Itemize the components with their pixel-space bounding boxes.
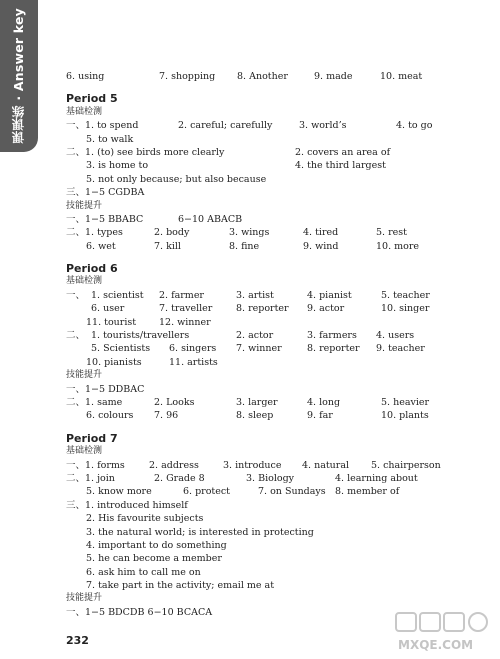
answer-item: 11. artists <box>169 356 218 368</box>
answer-item: 5. know more <box>86 486 152 498</box>
answer-row <box>66 146 486 159</box>
answer-row <box>66 213 486 226</box>
side-tab-label: 课课练 · Answer key <box>11 8 26 144</box>
answer-item: 3. is home to <box>86 160 149 172</box>
answer-item: 6. colours <box>86 410 134 422</box>
answer-item: 3. farmers <box>307 330 357 342</box>
answer-item: 4. the third largest <box>295 160 386 172</box>
answer-row <box>66 240 486 253</box>
answer-item: 9. far <box>307 410 333 422</box>
answer-item: 4. to go <box>396 120 433 132</box>
answer-item: 5. heavier <box>381 396 430 408</box>
answer-item: 二、1. types <box>66 227 123 239</box>
answer-item: 1. tourists/travellers <box>91 330 190 342</box>
answer-item: 9. teacher <box>376 343 425 355</box>
answer-row <box>66 566 486 579</box>
answer-item: 7. winner <box>236 343 282 355</box>
answer-row <box>66 356 486 369</box>
answer-row <box>66 133 486 146</box>
answer-row <box>66 329 486 342</box>
answer-row <box>66 472 486 485</box>
period-heading: Period 5 <box>66 92 118 106</box>
answer-item: 3. the natural world; is interested in protecting <box>86 526 314 538</box>
answer-item: 10. meat <box>380 71 423 82</box>
answer-item: 8. Another <box>237 71 288 82</box>
answer-item: 2. careful; carefully <box>178 120 273 132</box>
answer-item: 12. winner <box>159 316 211 328</box>
answer-item: 3. artist <box>236 289 274 301</box>
answer-item: 2. Grade 8 <box>154 472 205 484</box>
answer-item: 7. traveller <box>159 303 213 315</box>
answer-item: 5. chairperson <box>371 459 441 471</box>
answer-item: 一、1. to spend <box>66 120 139 132</box>
answer-row <box>66 396 486 409</box>
answer-item: 1. scientist <box>91 289 144 301</box>
answer-item: 二、1. (to) see birds more clearly <box>66 146 225 158</box>
answer-row <box>66 119 486 132</box>
answer-item: 5. Scientists <box>91 343 151 355</box>
answer-item: 11. tourist <box>86 316 137 328</box>
answer-item: 10. pianists <box>86 356 142 368</box>
answer-item: 5. rest <box>376 227 407 239</box>
answer-item: 7. 96 <box>154 410 179 422</box>
answer-item: 6. singers <box>169 343 217 355</box>
section-label: 基础检测 <box>66 446 103 457</box>
answer-item: 一、1−5 BBABC <box>66 213 144 225</box>
answer-item: 2. body <box>154 227 190 239</box>
answer-item: 9. made <box>314 71 353 82</box>
answer-item: 7. kill <box>154 240 181 252</box>
answer-item: 7. take part in the activity; email me at <box>86 580 275 592</box>
section-label: 技能提升 <box>66 593 103 604</box>
answer-item: 10. singer <box>381 303 430 315</box>
section-gap <box>66 423 486 432</box>
section-label: 技能提升 <box>66 370 103 381</box>
answer-row <box>66 539 486 552</box>
answer-item: 10. plants <box>381 410 429 422</box>
answer-item: 4. learning about <box>335 472 418 484</box>
answer-item: 5. not only because; but also because <box>86 173 267 185</box>
answer-row <box>66 459 486 472</box>
answer-item: 二、1. join <box>66 472 115 484</box>
answer-key-content <box>66 70 486 619</box>
answer-item: 5. teacher <box>381 289 430 301</box>
section-label: 基础检测 <box>66 106 103 117</box>
answer-row <box>66 552 486 565</box>
answer-item: 8. fine <box>229 240 260 252</box>
answer-item: 5. to walk <box>86 133 134 145</box>
answer-item: 2. actor <box>236 330 274 342</box>
answer-item: 10. more <box>376 240 420 252</box>
answer-item: 6. ask him to call me on <box>86 566 201 578</box>
side-tab <box>0 0 38 152</box>
answer-item: 3. larger <box>236 396 278 408</box>
answer-item: 2. His favourite subjects <box>86 513 204 525</box>
answer-item: 9. actor <box>307 303 345 315</box>
period-heading: Period 6 <box>66 262 118 276</box>
answer-row <box>66 226 486 239</box>
answer-item: 三、1−5 CGDBA <box>66 187 145 199</box>
answer-item: 6−10 ABACB <box>178 213 243 225</box>
answer-item: 6. using <box>66 71 105 82</box>
answer-item: 5. he can become a member <box>86 553 222 565</box>
answer-item: 4. natural <box>302 459 350 471</box>
period-heading: Period 7 <box>66 431 118 445</box>
answer-item: 4. users <box>376 330 415 342</box>
answer-row <box>66 289 486 302</box>
answer-item: 3. world’s <box>299 120 347 132</box>
answer-item: 一、1−5 BDCDB 6−10 BCACA <box>66 606 213 618</box>
answer-row <box>66 173 486 186</box>
answer-row <box>66 579 486 592</box>
answer-item: 2. covers an area of <box>295 146 391 158</box>
answer-row <box>66 512 486 525</box>
answer-item: 一、 <box>66 289 86 301</box>
answer-row <box>66 383 486 396</box>
answer-row <box>66 342 486 355</box>
answer-item: 4. tired <box>303 227 339 239</box>
answer-row <box>66 70 486 83</box>
answer-item: 3. introduce <box>223 459 282 471</box>
answer-item: 8. sleep <box>236 410 274 422</box>
answer-item: 4. important to do something <box>86 539 227 551</box>
answer-item: 6. user <box>91 303 125 315</box>
answer-item: 7. on Sundays <box>258 486 326 498</box>
answer-item: 2. Looks <box>154 396 195 408</box>
answer-item: 6. wet <box>86 240 116 252</box>
answer-row <box>66 316 486 329</box>
page-number: 232 <box>66 634 89 647</box>
answer-item: 3. Biology <box>246 472 295 484</box>
answer-row <box>66 159 486 172</box>
answer-row <box>66 499 486 512</box>
answer-item: 8. member of <box>335 486 400 498</box>
answer-item: 4. pianist <box>307 289 352 301</box>
answer-item: 2. farmer <box>159 289 204 301</box>
answer-row <box>66 409 486 422</box>
answer-item: 8. reporter <box>236 303 289 315</box>
answer-item: 7. shopping <box>159 71 216 82</box>
answer-item: 二、1. same <box>66 396 123 408</box>
watermark-text: MXQE.COM <box>398 638 474 652</box>
answer-item: 4. long <box>307 396 341 408</box>
answer-row <box>66 302 486 315</box>
answer-item: 9. wind <box>303 240 339 252</box>
section-label: 技能提升 <box>66 200 103 211</box>
answer-item: 一、1−5 DDBAC <box>66 383 145 395</box>
answer-item: 二、 <box>66 330 86 342</box>
watermark-logo <box>394 611 494 655</box>
answer-row <box>66 526 486 539</box>
section-label: 基础检测 <box>66 276 103 287</box>
section-gap <box>66 83 486 92</box>
answer-row <box>66 485 486 498</box>
section-gap <box>66 253 486 262</box>
answer-item: 三、1. introduced himself <box>66 499 188 511</box>
answer-item: 8. reporter <box>307 343 360 355</box>
answer-item: 6. protect <box>183 486 231 498</box>
answer-row <box>66 186 486 199</box>
answer-item: 3. wings <box>229 227 270 239</box>
answer-item: 一、1. forms <box>66 459 125 471</box>
answer-item: 2. address <box>149 459 199 471</box>
